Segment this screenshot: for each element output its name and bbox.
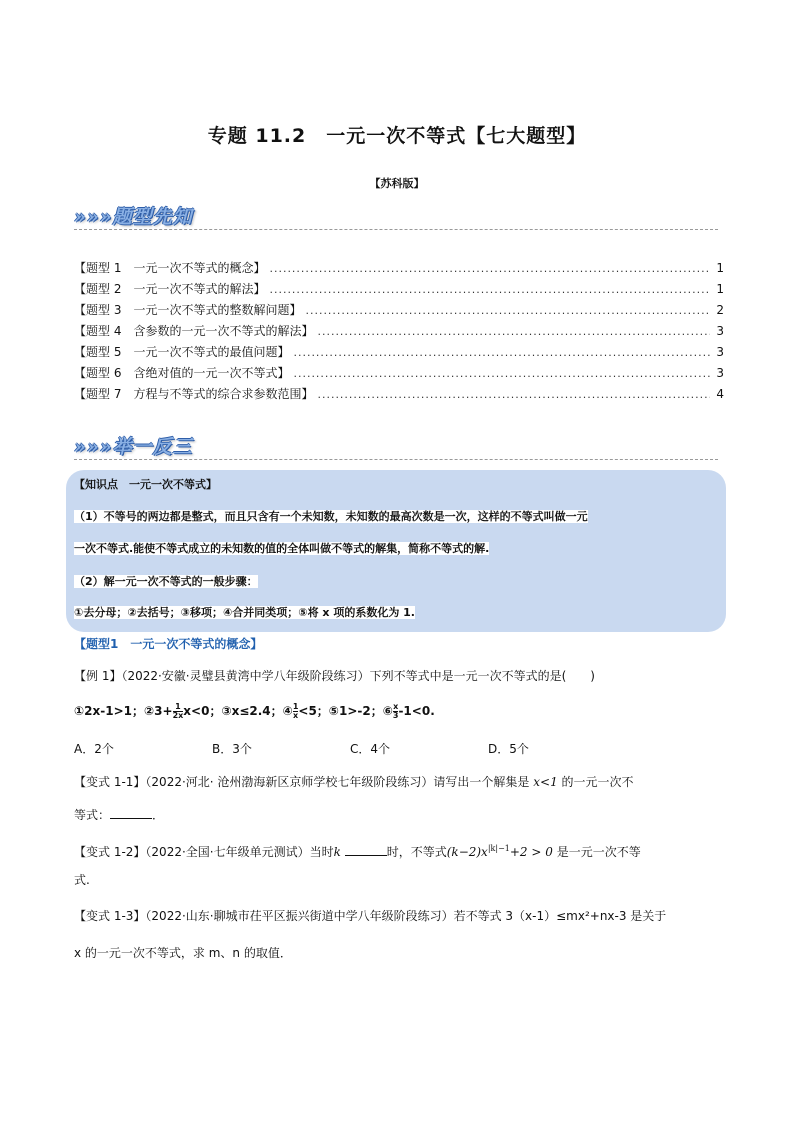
variant-1-1: 【变式 1-1】（2022·河北· 沧州渤海新区京师学校七年级阶段练习）请写出一个解集是 x<1 的一元一次不 bbox=[74, 775, 634, 789]
toc-item-label: 【题型 1 一元一次不等式的概念】 bbox=[74, 261, 266, 275]
toc-item-page: 1 bbox=[716, 261, 724, 275]
knowledge-line-1: （1）不等号的两边都是整式，而且只含有一个未知数，未知数的最高次数是一次，这样的不等式叫做一元 bbox=[74, 510, 588, 523]
option-b[interactable]: B．3个 bbox=[212, 742, 252, 756]
knowledge-line-2: 一次不等式.能使不等式成立的未知数的值的全体叫做不等式的解集，简称不等式的解. bbox=[74, 542, 490, 555]
knowledge-line-4: ①去分母；②去括号；③移项；④合并同类项；⑤将 x 项的系数化为 1. bbox=[74, 606, 415, 619]
knowledge-line-3: （2）解一元一次不等式的一般步骤： bbox=[74, 575, 258, 588]
divider bbox=[74, 229, 718, 230]
toc-leader-dots bbox=[293, 367, 710, 380]
edition-label: 【苏科版】 bbox=[369, 177, 425, 190]
toc-item-label: 【题型 5 一元一次不等式的最值问题】 bbox=[74, 345, 290, 359]
option-a[interactable]: A．2个 bbox=[74, 742, 114, 756]
toc-item[interactable] bbox=[74, 259, 724, 280]
variant-1-2: 【变式 1-2】（2022·全国·七年级单元测试）当时k 时，不等式$(k-2)x^{|k|-1}+2 > 0$ 是一元一次不等 bbox=[74, 844, 641, 859]
toc-item-page: 4 bbox=[716, 387, 724, 401]
toc-item[interactable] bbox=[74, 385, 724, 406]
toc-leader-dots bbox=[317, 325, 710, 338]
option-c[interactable]: C．4个 bbox=[350, 742, 391, 756]
toc-item[interactable] bbox=[74, 364, 724, 385]
toc-item-page: 3 bbox=[716, 366, 724, 380]
toc-leader-dots bbox=[293, 346, 710, 359]
banner-examples: »»»举一反三 bbox=[74, 436, 193, 458]
knowledge-title: 【知识点 一元一次不等式】 bbox=[74, 478, 217, 491]
page-title: 专题 11.2 一元一次不等式【七大题型】 bbox=[207, 125, 587, 147]
example-text: 下列不等式中是一元一次不等式的是( ) bbox=[369, 669, 595, 683]
variant-1-1-cont: 等式： ． bbox=[74, 808, 165, 822]
toc-item-label: 【题型 4 含参数的一元一次不等式的解法】 bbox=[74, 324, 314, 338]
example-label: 【例 1】 bbox=[74, 669, 122, 683]
toc-item-label: 【题型 3 一元一次不等式的整数解问题】 bbox=[74, 303, 302, 317]
toc-item-page: 3 bbox=[716, 324, 724, 338]
toc-item-label: 【题型 2 一元一次不等式的解法】 bbox=[74, 282, 266, 296]
toc-item-page: 2 bbox=[716, 303, 724, 317]
toc-leader-dots bbox=[269, 283, 710, 296]
toc-item[interactable] bbox=[74, 301, 724, 322]
toc-item[interactable] bbox=[74, 280, 724, 301]
section-heading: 【题型1 一元一次不等式的概念】 bbox=[74, 637, 263, 651]
fraction: $\frac{x}{3}$ bbox=[392, 702, 399, 720]
fraction: $\frac{1}{x}$ bbox=[292, 702, 299, 720]
variant-1-3-cont: x 的一元一次不等式，求 m、n 的取值． bbox=[74, 946, 292, 960]
toc-item[interactable] bbox=[74, 343, 724, 364]
variant-1-3: 【变式 1-3】（2022·山东·聊城市茌平区振兴街道中学八年级阶段练习）若不等式 3（x-1）≤mx²+nx-3 是关于 bbox=[74, 909, 667, 923]
option-d[interactable]: D．5个 bbox=[488, 742, 529, 756]
table-of-contents bbox=[74, 259, 724, 406]
banner-topic-preview: »»»题型先知 bbox=[74, 206, 193, 228]
example-source: （2022·安徽·灵璧县黄湾中学八年级阶段练习） bbox=[121, 669, 370, 683]
answer-blank[interactable] bbox=[345, 843, 387, 856]
example-items: ①2x-1>1；②3+ $\frac{1}{2x}$ x<0；③x≤2.4；④ $\frac{1}{x}$ <5；⑤1>-2；⑥ $\frac{x}{3}$ -1<0. bbox=[74, 702, 435, 720]
fraction: $\frac{1}{2x}$ bbox=[172, 702, 184, 720]
toc-item[interactable] bbox=[74, 322, 724, 343]
toc-item-page: 3 bbox=[716, 345, 724, 359]
toc-item-label: 【题型 6 含绝对值的一元一次不等式】 bbox=[74, 366, 290, 380]
toc-item-page: 1 bbox=[716, 282, 724, 296]
toc-leader-dots bbox=[269, 262, 710, 275]
example-1 bbox=[74, 668, 595, 685]
variant-1-2-cont: 式. bbox=[74, 873, 90, 887]
answer-blank[interactable] bbox=[110, 806, 152, 819]
toc-leader-dots bbox=[317, 388, 710, 401]
toc-leader-dots bbox=[305, 304, 710, 317]
toc-item-label: 【题型 7 方程与不等式的综合求参数范围】 bbox=[74, 387, 314, 401]
divider bbox=[74, 459, 718, 460]
